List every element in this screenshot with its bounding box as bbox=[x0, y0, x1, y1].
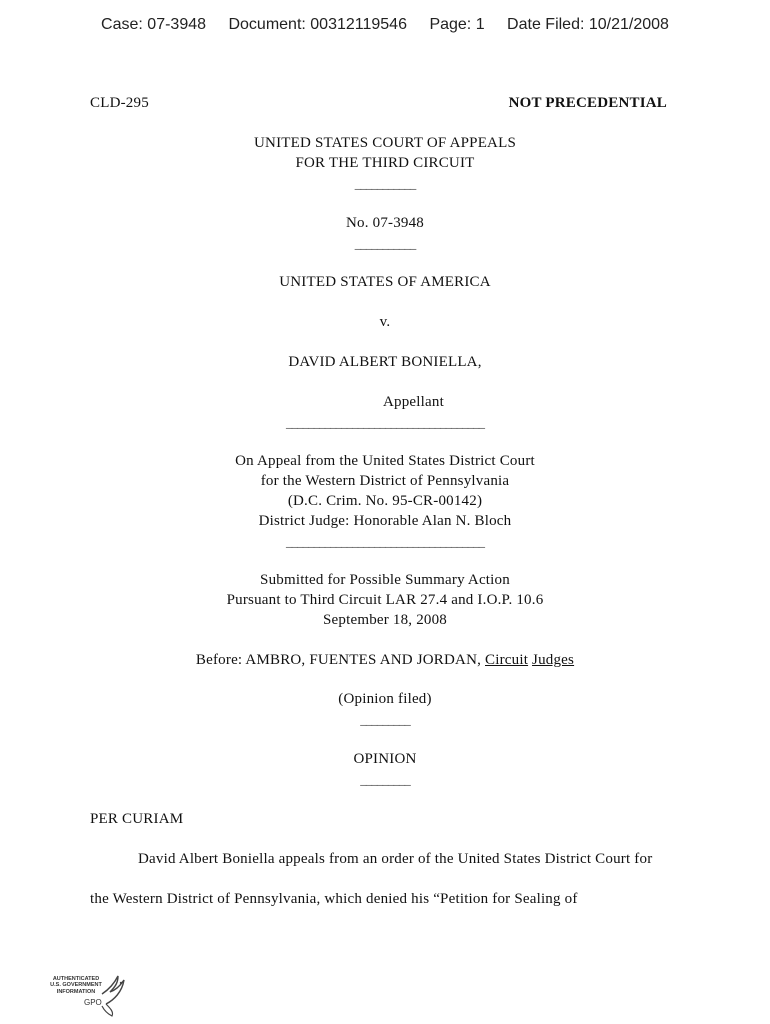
logo-gpo-text: GPO bbox=[84, 998, 102, 1007]
submitted-date: September 18, 2008 bbox=[323, 612, 447, 628]
party-role: Appellant bbox=[383, 394, 444, 410]
opinion-title: OPINION bbox=[353, 751, 417, 767]
header-page: Page: 1 bbox=[429, 16, 485, 33]
judges-label: Judges bbox=[532, 652, 575, 668]
opinion-filed: (Opinion filed) bbox=[338, 691, 432, 707]
eagle-icon bbox=[44, 974, 130, 1018]
filing-header bbox=[0, 16, 770, 34]
submitted-line1: Submitted for Possible Summary Action bbox=[260, 572, 510, 588]
body-paragraph-line2: the Western District of Pennsylvania, which denied his “Petition for Sealing of bbox=[90, 891, 578, 907]
appeal-line4: District Judge: Honorable Alan N. Bloch bbox=[258, 513, 512, 529]
logo-line2: U.S. GOVERNMENT bbox=[50, 982, 102, 989]
appeal-line3: (D.C. Crim. No. 95-CR-00142) bbox=[287, 493, 483, 509]
divider-rule-mid: _________ bbox=[360, 772, 410, 787]
appeal-line1: On Appeal from the United States District Court bbox=[235, 453, 535, 469]
defendant-name: DAVID ALBERT BONIELLA, bbox=[288, 354, 482, 370]
submitted-line2: Pursuant to Third Circuit LAR 27.4 and I.O.P. 10.6 bbox=[226, 592, 544, 608]
divider-rule: ___________ bbox=[354, 236, 416, 251]
header-date-filed: Date Filed: 10/21/2008 bbox=[507, 16, 669, 33]
case-number: No. 07-3948 bbox=[345, 215, 425, 231]
header-case: Case: 07-3948 bbox=[101, 16, 207, 33]
circuit-label: Circuit bbox=[485, 652, 529, 668]
body-paragraph-line1: David Albert Boniella appeals from an order of the United States District Court for bbox=[138, 851, 653, 867]
divider-rule-mid: _________ bbox=[360, 712, 410, 727]
per-curiam-heading: PER CURIAM bbox=[90, 811, 184, 827]
divider-rule-long: ____________________________________ bbox=[286, 415, 484, 430]
header-document: Document: 00312119546 bbox=[228, 16, 407, 33]
precedential-status: NOT PRECEDENTIAL bbox=[508, 95, 667, 111]
logo-line3: INFORMATION bbox=[56, 988, 96, 995]
panel-judges bbox=[0, 652, 770, 669]
court-name-line2: FOR THE THIRD CIRCUIT bbox=[295, 155, 475, 171]
divider-rule-long: ____________________________________ bbox=[286, 534, 484, 549]
panel-judges-prefix: Before: AMBRO, FUENTES AND JORDAN, bbox=[195, 652, 486, 668]
divider-rule: ___________ bbox=[354, 176, 416, 191]
plaintiff-name: UNITED STATES OF AMERICA bbox=[279, 274, 491, 290]
gpo-authentication-logo bbox=[44, 974, 130, 1018]
docket-code: CLD-295 bbox=[90, 95, 149, 111]
appeal-line2: for the Western District of Pennsylvania bbox=[260, 473, 510, 489]
versus-label: v. bbox=[379, 314, 391, 330]
logo-line1: AUTHENTICATED bbox=[52, 976, 100, 982]
court-name-line1: UNITED STATES COURT OF APPEALS bbox=[254, 135, 516, 151]
